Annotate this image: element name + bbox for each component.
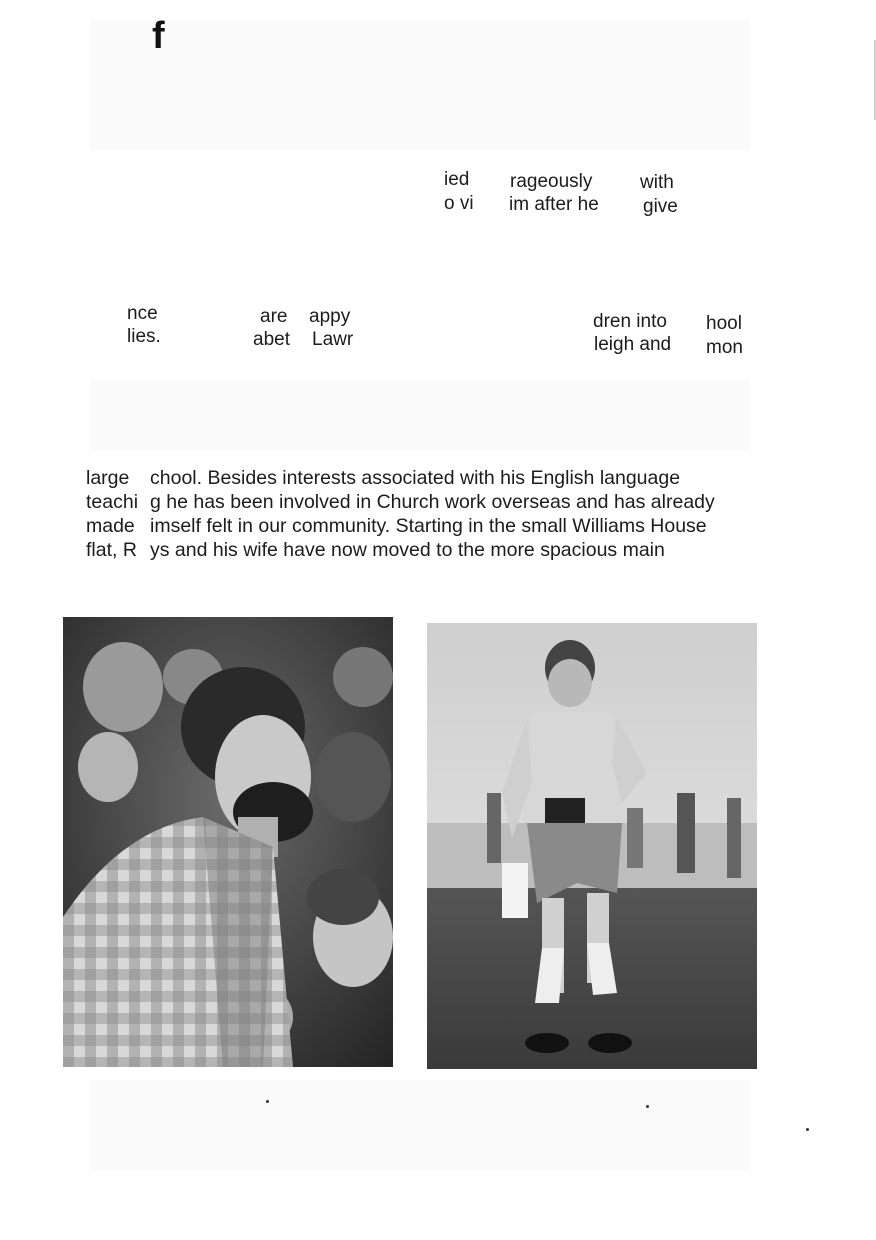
fragment: are xyxy=(260,306,288,327)
print-speck xyxy=(806,1128,809,1131)
fragment: Lawr xyxy=(312,329,354,350)
line-text: chool. Besides interests associated with his English language xyxy=(150,467,681,489)
fragment: with xyxy=(640,172,674,193)
fragment: hool xyxy=(706,313,742,334)
fragment: im after he xyxy=(509,194,599,215)
line-text: imself felt in our community. Starting in the small Williams House xyxy=(150,515,707,537)
fragment: o vi xyxy=(444,193,474,214)
line-start: made xyxy=(86,515,135,537)
paragraph-line xyxy=(86,466,746,490)
fragment: give xyxy=(643,196,678,217)
fragment: appy xyxy=(309,306,351,327)
paragraph-line xyxy=(86,514,746,538)
fragment: ied xyxy=(444,169,470,190)
line-start: teachi xyxy=(86,491,139,513)
line-start: large xyxy=(86,467,130,489)
line-start: flat, R xyxy=(86,539,137,561)
fragment: dren into xyxy=(593,311,667,332)
photo-man-on-field-image xyxy=(427,623,757,1069)
photo-bearded-man-image xyxy=(63,617,393,1067)
drop-initial: f xyxy=(152,15,165,57)
fragment: abet xyxy=(253,329,290,350)
body-paragraph xyxy=(86,466,746,562)
fragment: lies. xyxy=(127,326,161,347)
print-speck xyxy=(266,1100,269,1103)
line-text: ys and his wife have now moved to the more spacious main xyxy=(150,539,665,561)
fragment: mon xyxy=(706,337,743,358)
print-through-shading xyxy=(90,20,750,150)
fragment: leigh and xyxy=(594,334,672,355)
photo-man-on-field xyxy=(427,623,757,1069)
print-through-shading-3 xyxy=(90,1080,750,1170)
paragraph-line xyxy=(86,490,746,514)
fragment: rageously xyxy=(510,171,593,192)
print-speck xyxy=(646,1105,649,1108)
photo-bearded-man xyxy=(63,617,393,1067)
print-through-shading-2 xyxy=(90,380,750,450)
line-text: g he has been involved in Church work overseas and has already xyxy=(150,491,715,513)
paragraph-line xyxy=(86,538,746,562)
fragment: nce xyxy=(127,303,158,324)
